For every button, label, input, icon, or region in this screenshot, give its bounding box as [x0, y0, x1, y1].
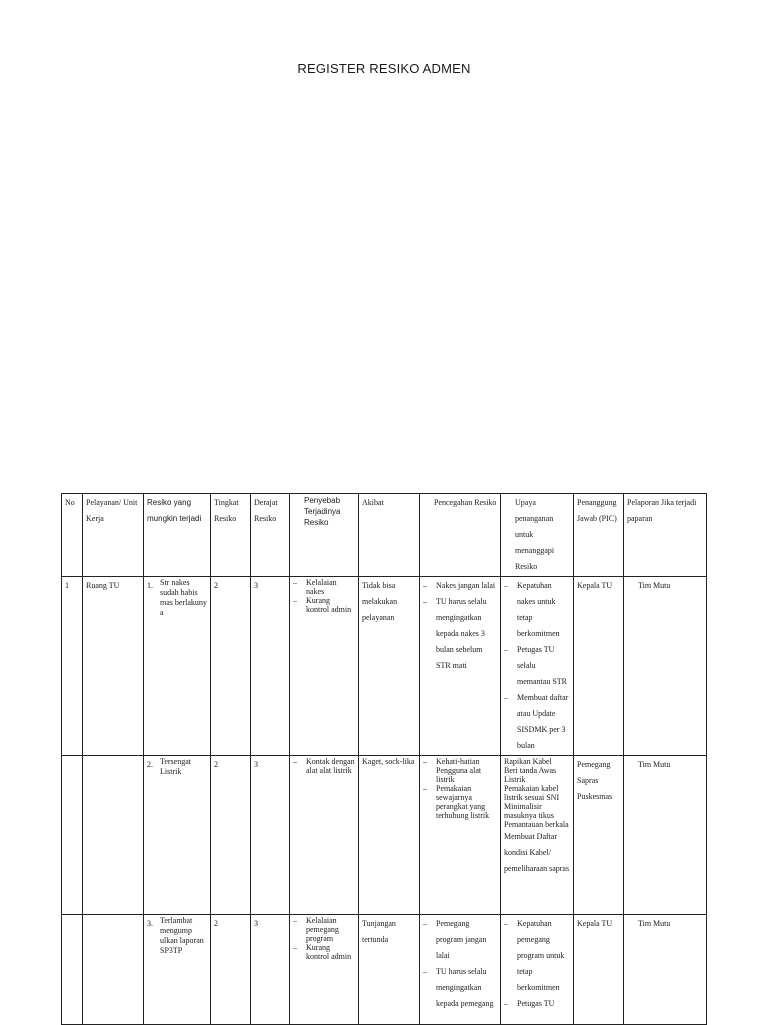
- prevention-item: – TU harus selalu mengingatkan kepada pemegang: [423, 964, 497, 1012]
- cell-cause: [290, 915, 359, 1025]
- header-unit: Pelayanan/ Unit Kerja: [83, 494, 144, 577]
- cell-level: 2: [211, 756, 251, 915]
- risk-text: Terlambat mengump ulkan laporan SP3TP: [160, 916, 204, 955]
- header-level: Tingkat Resiko: [211, 494, 251, 577]
- cell-report: Tim Mutu: [624, 915, 707, 1025]
- handling-item: Pemakaian kabel listrik sesuai SNI: [504, 784, 560, 802]
- table-header-row: [62, 494, 707, 577]
- risk-text: Tersengat Listrik: [160, 757, 191, 776]
- handling-item: – Kepatuhan nakes untuk tetap berkomitmen: [504, 578, 570, 642]
- cause-item: – Kelalaian pemegang program: [293, 916, 355, 943]
- cell-level: 2: [211, 915, 251, 1025]
- cell-report: Tim Mutu: [624, 577, 707, 756]
- risk-number: 1.: [147, 581, 153, 590]
- handling-item: – Kepatuhan pemegang program untuk tetap berkomitmen: [504, 916, 570, 996]
- handling-item: Rapikan Kabel: [504, 757, 552, 766]
- header-effect: Akibat: [359, 494, 420, 577]
- cell-cause: [290, 577, 359, 756]
- cell-handling: [501, 577, 574, 756]
- cell-unit: [83, 756, 144, 915]
- cell-prevention: [420, 915, 501, 1025]
- cell-handling: [501, 915, 574, 1025]
- header-pic: Penanggung Jawab (PIC): [574, 494, 624, 577]
- cell-degree: 3: [251, 577, 290, 756]
- risk-text: Str nakes sudah habis mas berlakuny a: [160, 578, 207, 617]
- cell-no: 1: [62, 577, 83, 756]
- risk-register-table: [61, 493, 707, 1025]
- header-handling: Upaya penanganan untuk menanggapi Resiko: [501, 494, 574, 577]
- prevention-item: – TU harus selalu mengingatkan kepada nakes 3 bulan sebelum STR mati: [423, 594, 497, 674]
- cell-effect: Kaget, sock-lika: [359, 756, 420, 915]
- prevention-item: – Nakes jangan lalai: [423, 578, 497, 594]
- cell-unit: [83, 915, 144, 1025]
- header-prevention: Pencegahan Resiko: [420, 494, 501, 577]
- cell-effect: Tunjangan tertunda: [359, 915, 420, 1025]
- header-no: No: [62, 494, 83, 577]
- cause-item: – Kurang kontrol admin: [293, 943, 355, 961]
- cell-risk: [144, 915, 211, 1025]
- document-title: REGISTER RESIKO ADMEN: [297, 61, 471, 76]
- cell-degree: 3: [251, 915, 290, 1025]
- cell-risk: [144, 577, 211, 756]
- cell-prevention: [420, 756, 501, 915]
- prevention-item: – Pemakaian sewajarnya perangkat yang terhubung listrik: [423, 784, 497, 820]
- cell-pic: Pemegang Sapras Puskesmas: [574, 756, 624, 915]
- cell-report: Tim Mutu: [624, 756, 707, 915]
- header-degree: Derajat Resiko: [251, 494, 290, 577]
- handling-item: Beri tanda Awas Listrik: [504, 766, 557, 784]
- cell-effect: Tidak bisa melakukan pelayanan: [359, 577, 420, 756]
- cell-pic: Kepala TU: [574, 577, 624, 756]
- prevention-item: – Kehati-hatian Pengguna alat listrik: [423, 757, 497, 784]
- handling-item: Membuat Daftar kondisi Kabel/ pemeliharaan sapras: [504, 832, 570, 873]
- cell-no: [62, 756, 83, 915]
- cell-no: [62, 915, 83, 1025]
- header-cause: Penyebab Terjadinya Resiko: [290, 494, 359, 577]
- cell-unit: Ruang TU: [83, 577, 144, 756]
- table-row: [62, 915, 707, 1025]
- prevention-item: – Pemegang program jangan lalai: [423, 916, 497, 964]
- table-row: [62, 577, 707, 756]
- cell-prevention: [420, 577, 501, 756]
- risk-number: 2.: [147, 760, 153, 769]
- cause-item: – Kontak dengan alat alat listrik: [293, 757, 355, 775]
- risk-number: 3.: [147, 919, 153, 928]
- cell-pic: Kepala TU: [574, 915, 624, 1025]
- header-risk: Resiko yang mungkin terjadi: [144, 494, 211, 577]
- handling-item: Minimalisir masuknya tikus: [504, 802, 554, 820]
- handling-item: – Petugas TU: [504, 996, 570, 1012]
- handling-item: – Petugas TU selalu memantau STR: [504, 642, 570, 690]
- table-row: [62, 756, 707, 915]
- cell-cause: [290, 756, 359, 915]
- header-report: Pelaporan Jika terjadi paparan: [624, 494, 707, 577]
- cause-item: – Kurang kontrol admin: [293, 596, 355, 614]
- cause-item: – Kelalaian nakes: [293, 578, 355, 596]
- cell-degree: 3: [251, 756, 290, 915]
- cell-handling: [501, 756, 574, 915]
- cell-level: 2: [211, 577, 251, 756]
- handling-item: Pemantauan berkala: [504, 820, 569, 829]
- cell-risk: [144, 756, 211, 915]
- handling-item: – Membuat daftar atau Update SISDMK per 3 bulan: [504, 690, 570, 754]
